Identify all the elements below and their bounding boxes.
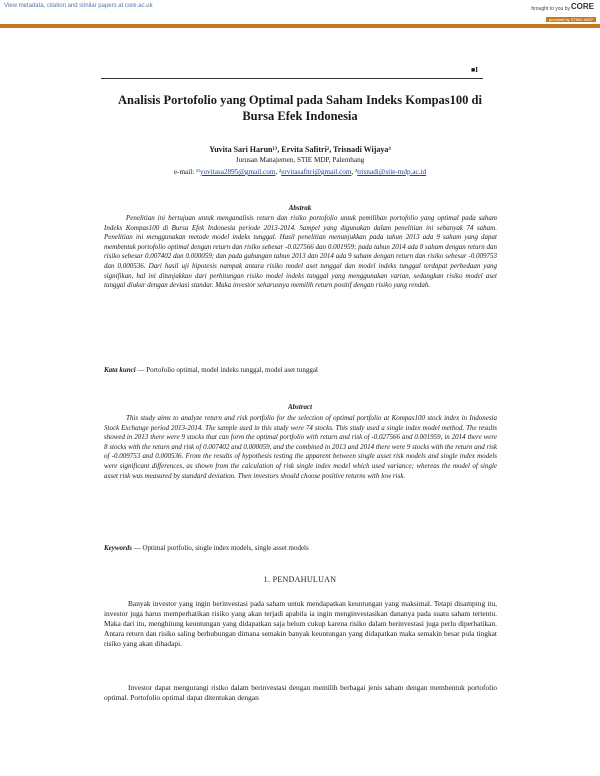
paper-title: Analisis Portofolio yang Optimal pada Saham Indeks Kompas100 di Bursa Efek Indonesia bbox=[118, 93, 482, 123]
email-separator: , ³ bbox=[351, 168, 358, 176]
email-link-2[interactable]: ervitasafitri@gmail.com bbox=[281, 168, 352, 176]
abstract-text: This study aims to analyze return and risk portfolio for the selection of optimal portfolio at Kompas100 stock index in Indonesia Stock Exchange period 2013-2014. The sample used in this study were 74 stocks. This study used a single index model method. The results showed in 2013 there were 9 stocks that can form the optimal portfolio with return and risk of -0.027566 and 0.001959, in 2014 there were 8 stocks with the return and risk of 0.007402 and 0.000059, and the combined in 2013 and 2014 there were 9 stocks with the return and risk of -0.009753 and 0.000536. From the results of hypothesis testing the apparent between single asset risk models and single index models were significant differences, as shown from the calculation of risk single index model which used variance; whereas the model of single asset risk was measured by standard deviation. Then investors should choose positive returns with low risk. bbox=[104, 414, 497, 480]
abstract-heading: Abstract bbox=[287, 403, 313, 411]
paper-authors: Yuvita Sari Harun¹⁾, Ervita Safitri², Trisnadi Wijaya³ bbox=[209, 145, 391, 154]
kata-kunci bbox=[104, 366, 497, 374]
body-paragraph-2: Investor dapat mengurangi risiko dalam berinvestasi dengan memilih berbagai jenis saham dengan membentuk portofolio optimal. Portofolio optimal dapat ditentukan dengan bbox=[104, 683, 497, 703]
email-separator: , ² bbox=[275, 168, 282, 176]
keywords-text: — Optimal portfolio, single index models, single asset models bbox=[132, 544, 309, 552]
core-provided-label[interactable]: provided by STMIK MDP bbox=[546, 17, 596, 22]
abstrak-heading: Abstrak bbox=[288, 204, 312, 212]
email-prefix: e-mail: ¹⁾ bbox=[173, 168, 200, 176]
keywords bbox=[104, 544, 497, 552]
header-rule bbox=[101, 78, 483, 79]
email-link-3[interactable]: trisnadi@stie-mdp.ac.id bbox=[357, 168, 427, 176]
keywords-label: Keywords bbox=[104, 544, 132, 552]
core-metadata-link[interactable]: View metadata, citation and similar papers at core.ac.uk bbox=[4, 3, 153, 9]
kata-kunci-text: — Portofolio optimal, model indeks tunggal, model aset tunggal bbox=[135, 366, 318, 374]
kata-kunci-label: Kata kunci bbox=[104, 366, 136, 374]
core-banner bbox=[0, 0, 600, 28]
section-title: 1. PENDAHULUAN bbox=[263, 575, 337, 584]
core-brought-label: brought to you by bbox=[531, 6, 570, 12]
body-paragraph-1: Banyak investor yang ingin berinvestasi pada saham untuk mendapatkan keuntungan yang maksimal. Tetapi disamping itu, investor juga harus memperhatikan risiko yang akan terjadi apabila ia ingin menginvestasikan dananya pada suatu saham tertentu. Maka dari itu, menghitung keuntungan yang didapatkan saja belum cukup karena risiko dalam berinvestasi juga perlu diperhatikan. Antara return dan risiko saling berhubungan dimana semakin banyak keuntungan yang didapatkan maka semakin besar pula tingkat risiko yang akan dihadapi. bbox=[104, 599, 497, 649]
paper-affiliation: Jurusan Manajemen, STIE MDP, Palembang bbox=[235, 156, 365, 164]
page-mark: ■I bbox=[471, 66, 478, 74]
core-logo[interactable]: CORE bbox=[570, 2, 594, 11]
email-link-1[interactable]: yuvitasa2895@gmail.com bbox=[199, 168, 276, 176]
abstrak-text: Penelitian ini bertujuan untuk menganalisis return dan risiko portofolio untuk pemilihan portofolio yang optimal pada saham Indeks Kompas100 di Bursa Efek Indonesia periode 2013-2014. Sampel yang digunakan dalam penelitian ini sebanyak 74 saham. Penelitian ini menggunakan metode model indeks tunggal. Hasil penelitian menunjukkan pada tahun 2013 ada 9 saham yang dapat membentuk portofolio optimal dengan return dan risiko sebesar -0.027566 dan 0.001959; pada tahun 2014 ada 8 saham dengan return dan risiko sebesar 0.007402 dan 0.000059; dan pada gabungan tahun 2013 dan 2014 ada 9 saham dengan return dan risiko sebesar -0.009753 dan 0.000536. Dari hasil uji hipotesis nampak antara risiko model aset tunggal dan model indeks tunggal terdapat perbedaan yang signifikan, hal ini ditunjukkan dari perhitungan risiko model indeks tunggal yang menggunakan varian, sedangkan risiko model aset tunggal diukur dengan deviasi standar. Maka investor seharusnya memilih return positif dengan risiko yang rendah. bbox=[104, 214, 497, 290]
paper-emails bbox=[101, 167, 499, 176]
